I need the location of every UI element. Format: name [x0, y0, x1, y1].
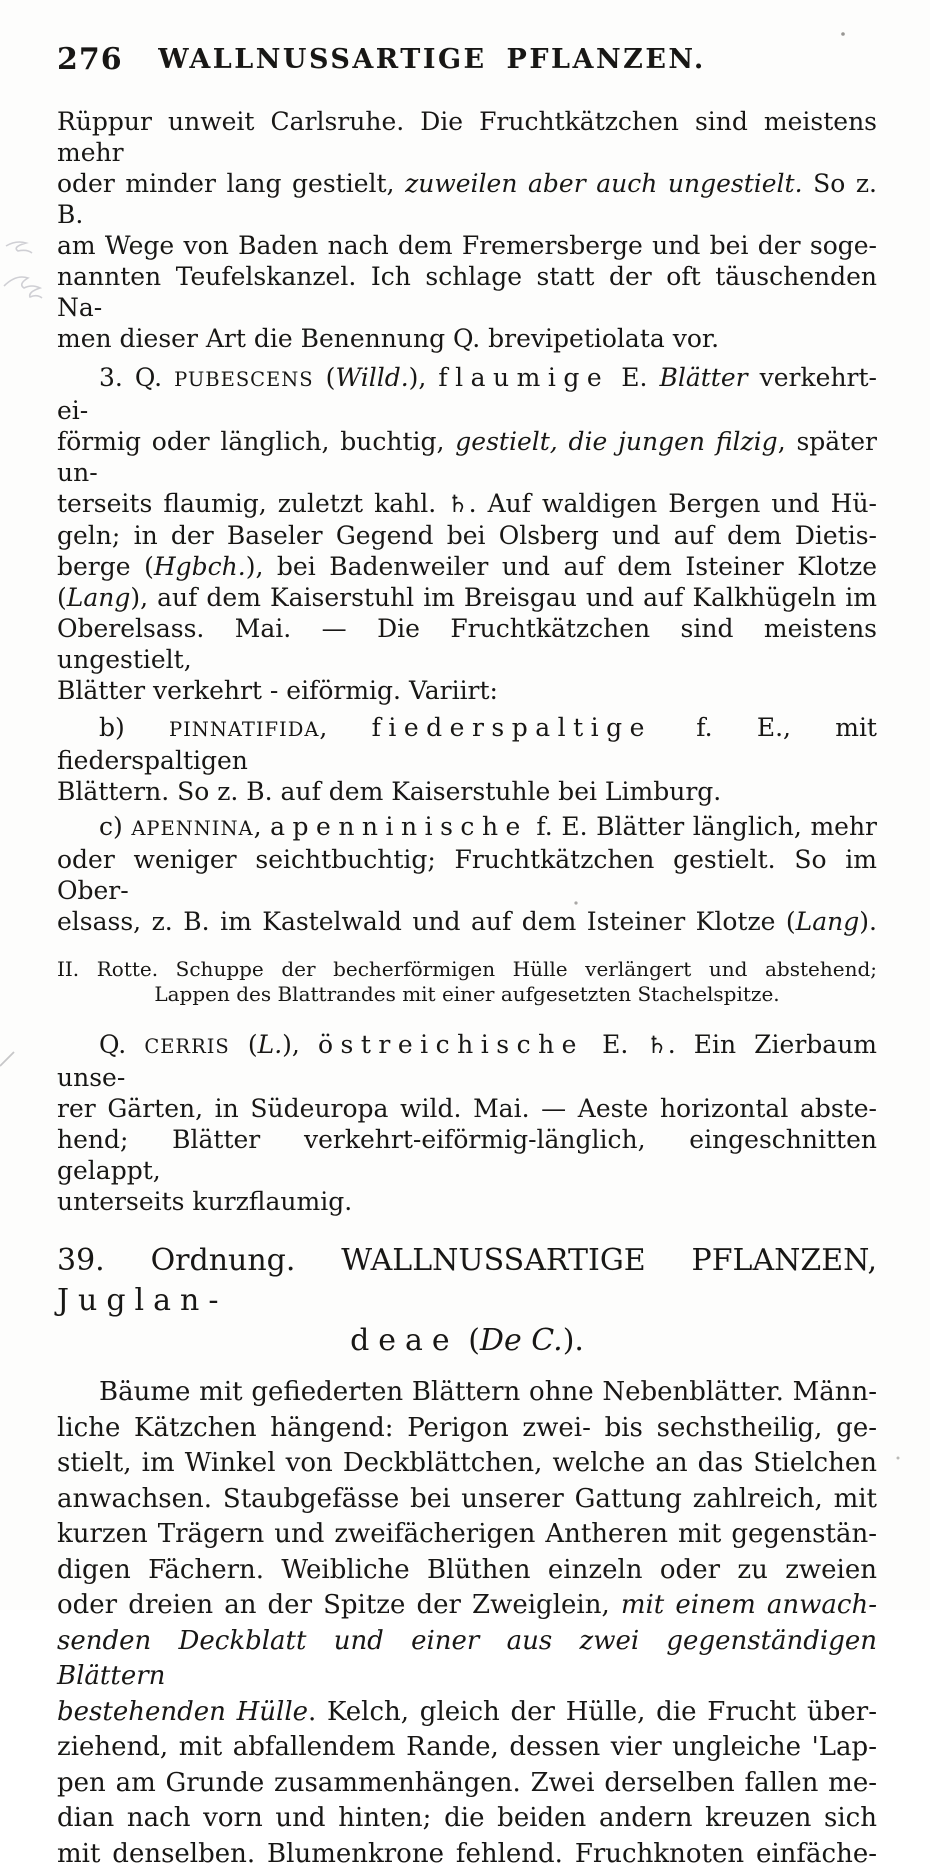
variety-apennina — [57, 811, 877, 937]
text-segment: oder minder lang gestielt, — [57, 169, 405, 198]
text-segment: ). — [859, 907, 877, 936]
text-line — [57, 1730, 877, 1766]
text-line — [57, 520, 877, 551]
pencil-mark — [4, 242, 42, 298]
text-line — [57, 362, 877, 426]
text-segment: stielt, im Winkel von Deckblättchen, welche an das Stielchen — [57, 1448, 877, 1478]
text-segment: flaumige — [438, 363, 609, 392]
text-segment: östreichische — [318, 1030, 584, 1059]
margin-scratch — [0, 1052, 14, 1066]
text-segment: Blätter — [659, 363, 747, 392]
text-segment: , — [319, 713, 371, 742]
text-segment: senden Deckblatt und einer aus zwei gegenständigen Blättern — [57, 1626, 877, 1692]
text-segment: ziehend, mit abfallendem Rande, dessen vier ungleiche 'Lap- — [57, 1732, 877, 1762]
text-segment: APENNINA — [131, 817, 253, 840]
text-line — [57, 1411, 877, 1447]
text-line — [57, 1375, 877, 1411]
text-segment: . Ein Zierbaum unse- — [57, 1030, 877, 1092]
text-line — [57, 613, 877, 675]
text-line — [57, 1446, 877, 1482]
saturn-symbol: ♄ — [646, 1031, 667, 1059]
species-pubescens — [57, 362, 877, 706]
text-segment: ), — [282, 1030, 318, 1059]
text-segment: hend; Blätter verkehrt-eiförmig-länglich, eingeschnitten gelappt, — [57, 1125, 877, 1185]
text-segment: oder weniger seichtbuchtig; Fruchtkätzchen gestielt. So im Ober- — [57, 845, 877, 905]
text-line — [57, 906, 877, 937]
text-segment: elsass, z. B. im Kastelwald und auf dem Isteiner Klotze ( — [57, 907, 796, 936]
order-heading — [57, 1241, 877, 1361]
text-segment: Rüppur unweit Carlsruhe. Die Fruchtkätzchen sind meistens mehr — [57, 107, 877, 167]
text-line — [57, 1124, 877, 1186]
text-line — [57, 1624, 877, 1695]
page-text-column — [57, 106, 877, 1872]
text-segment: liche Kätzchen hängend: Perigon zwei- bis sechstheilig, ge- — [57, 1413, 877, 1443]
text-segment: Oberelsass. Mai. — Die Fruchtkätzchen sind meistens ungestielt, — [57, 614, 877, 674]
text-line — [57, 582, 877, 613]
text-segment: Hgbch. — [154, 552, 246, 581]
text-line — [57, 168, 877, 230]
text-segment: mit denselben. Blumenkrone fehlend. Fruchknoten einfäche- — [57, 1839, 877, 1869]
text-segment: Lang — [67, 583, 131, 612]
saturn-symbol: ♄ — [447, 490, 468, 518]
text-line — [57, 811, 877, 844]
text-segment: Blättern. So z. B. auf dem Kaiserstuhle bei Limburg. — [57, 777, 721, 806]
text-segment: f. E. Blätter länglich, mehr — [528, 812, 877, 841]
text-segment: ), — [409, 363, 439, 392]
text-line — [57, 982, 877, 1007]
text-segment: ( — [314, 363, 336, 392]
text-line — [57, 712, 877, 776]
rotte-note — [57, 957, 877, 1007]
variety-pinnatifida — [57, 712, 877, 807]
text-line — [57, 230, 877, 261]
text-line — [57, 1801, 877, 1837]
text-line — [57, 1837, 877, 1872]
text-line — [57, 1588, 877, 1624]
text-segment: verkehrt-ei- — [57, 363, 877, 425]
text-line — [57, 1482, 877, 1518]
text-segment: Blätter verkehrt - eiförmig. Variirt: — [57, 676, 498, 705]
text-line — [57, 1093, 877, 1124]
text-segment: unterseits kurzflaumig. — [57, 1187, 352, 1216]
text-segment: fiederspaltige — [372, 713, 652, 742]
text-segment: ), auf dem Kaiserstuhl im Breisgau und auf Kalkhügeln im — [130, 583, 877, 612]
text-segment: geln; in der Baseler Gegend bei Olsberg und auf dem Dietis- — [57, 521, 877, 550]
text-segment: oder dreien an der Spitze der Zweiglein, — [57, 1590, 621, 1620]
intro-paragraph — [57, 106, 877, 354]
text-line — [57, 551, 877, 582]
text-line — [57, 1517, 877, 1553]
text-segment: E. — [584, 1030, 646, 1059]
running-title: WALLNUSSARTIGE PFLANZEN. — [117, 44, 747, 75]
juglandeae-description — [57, 1375, 877, 1872]
text-line — [57, 488, 877, 520]
text-segment: terseits flaumig, zuletzt kahl. — [57, 489, 447, 518]
text-segment: 39. Ordnung. WALLNUSSARTIGE PFLANZEN, — [57, 1243, 877, 1278]
text-segment: b) — [99, 713, 169, 742]
text-segment: mit einem anwach- — [621, 1590, 877, 1620]
text-segment: II. Rotte. Schuppe der becherförmigen Hülle verlängert und abstehend; — [57, 957, 877, 981]
speck — [841, 32, 845, 36]
text-segment: , später un- — [57, 427, 877, 487]
text-segment: pen am Grunde zusammenhängen. Zwei derselben fallen me- — [57, 1768, 877, 1798]
running-head — [57, 42, 877, 78]
text-segment: De C. — [480, 1323, 563, 1358]
text-segment: Willd. — [335, 363, 408, 392]
text-segment: So z. B. — [57, 169, 877, 229]
page-number: 276 — [57, 42, 123, 77]
text-segment: . Kelch, gleich der Hülle, die Frucht über- — [308, 1697, 877, 1727]
text-line — [57, 957, 877, 982]
text-segment: , — [254, 812, 271, 841]
text-segment: förmig oder länglich, buchtig, — [57, 427, 455, 456]
text-line — [57, 323, 877, 354]
text-segment: E. — [609, 363, 659, 392]
text-line — [57, 1241, 877, 1321]
text-segment: am Wege von Baden nach dem Fremersberge und bei der soge- — [57, 231, 877, 260]
text-segment: Juglan- — [57, 1283, 228, 1318]
text-line — [57, 261, 877, 323]
text-line — [57, 1186, 877, 1217]
text-segment: 3. Q. — [99, 363, 174, 392]
text-segment: gestielt, die jungen filzig — [455, 427, 777, 456]
text-segment: nannten Teufelskanzel. Ich schlage statt der oft täuschenden Na- — [57, 262, 877, 322]
text-segment: deae — [350, 1323, 459, 1358]
text-line — [57, 675, 877, 706]
text-line — [57, 1321, 877, 1361]
text-line — [57, 1553, 877, 1589]
text-segment: PINNATIFIDA — [169, 718, 319, 741]
text-segment: rer Gärten, in Südeuropa wild. Mai. — Aeste horizontal abste- — [57, 1094, 877, 1123]
text-segment: anwachsen. Staubgefässe bei unserer Gattung zahlreich, mit — [57, 1484, 877, 1514]
text-segment: PUBESCENS — [174, 368, 314, 391]
text-line — [57, 106, 877, 168]
text-segment: berge ( — [57, 552, 154, 581]
text-segment: digen Fächern. Weibliche Blüthen einzeln oder zu zweien — [57, 1555, 877, 1585]
text-segment: Lang — [796, 907, 860, 936]
text-line — [57, 426, 877, 488]
speck — [897, 1457, 900, 1460]
text-line — [57, 1029, 877, 1093]
text-line — [57, 844, 877, 906]
text-segment: apenninische — [270, 812, 528, 841]
text-segment: ). — [563, 1323, 584, 1358]
text-segment: dian nach vorn und hinten; die beiden andern kreuzen sich — [57, 1803, 877, 1833]
text-segment: kurzen Trägern und zweifächerigen Antheren mit gegenstän- — [57, 1519, 877, 1549]
text-segment: ( — [57, 583, 67, 612]
text-segment: . Auf waldigen Bergen und Hü- — [469, 489, 877, 518]
text-segment: c) — [99, 812, 131, 841]
species-cerris — [57, 1029, 877, 1217]
text-segment: ), bei Badenweiler und auf dem Isteiner Klotze — [246, 552, 877, 581]
text-segment: Lappen des Blattrandes mit einer aufgesetzten Stachelspitze. — [154, 982, 779, 1006]
text-segment: men dieser Art die Benennung Q. brevipetiolata vor. — [57, 324, 719, 353]
text-segment: CERRIS — [144, 1035, 229, 1058]
text-line — [57, 776, 877, 807]
text-segment: zuweilen aber auch ungestielt. — [405, 169, 802, 198]
text-segment: f. E., mit fiederspaltigen — [57, 713, 877, 775]
text-line — [57, 1695, 877, 1731]
text-segment: bestehenden Hülle — [57, 1697, 308, 1727]
text-line — [57, 1766, 877, 1802]
text-segment: ( — [230, 1030, 258, 1059]
text-segment: Q. — [99, 1030, 144, 1059]
text-segment: ( — [459, 1323, 480, 1358]
text-segment: Bäume mit gefiederten Blättern ohne Nebenblätter. Männ- — [99, 1377, 877, 1407]
text-segment: L. — [258, 1030, 283, 1059]
